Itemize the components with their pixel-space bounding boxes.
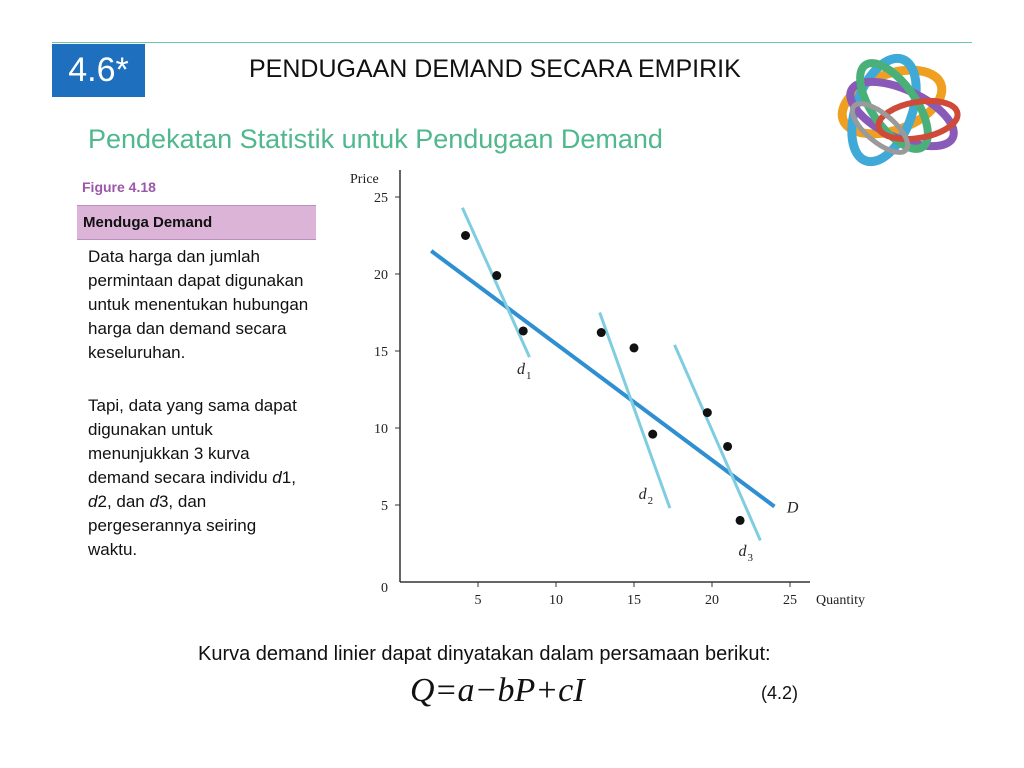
d2-number: 2: [97, 492, 107, 511]
line-label-sub-d3: 3: [747, 551, 754, 564]
separator-1: ,: [291, 468, 296, 487]
y-tick-label: 5: [381, 499, 388, 514]
slide-subtitle: Pendekatan Statistik untuk Pendugaan Demand: [88, 124, 663, 154]
data-point: [723, 442, 732, 451]
demand-line-D: [431, 251, 774, 507]
equation-intro: Kurva demand linier dapat dinyatakan dalam persamaan berikut:: [198, 643, 771, 665]
section-number: 4.6*: [68, 51, 129, 89]
line-label-d1: d: [517, 361, 525, 379]
x-axis-label: Quantity: [816, 593, 865, 608]
d3-number: 3: [158, 492, 169, 511]
y-tick-label: 0: [381, 581, 388, 596]
p2-text-before: Tapi, data yang sama dapat digunakan untuk menunjukkan 3 kurva demand secara individu: [88, 396, 297, 487]
y-axis-label: Price: [350, 172, 379, 187]
y-tick-label: 15: [374, 345, 388, 360]
data-point: [703, 408, 712, 417]
line-label-d2: d: [638, 485, 647, 503]
data-point: [648, 430, 657, 439]
description-paragraph-2: [88, 394, 310, 562]
y-tick-label: 10: [374, 422, 388, 437]
x-tick-label: 10: [549, 593, 563, 608]
x-tick-label: 15: [627, 593, 641, 608]
section-number-badge: [52, 44, 145, 97]
line-label-sub-d2: 2: [647, 494, 654, 507]
data-point: [736, 516, 745, 525]
demand-line-d2: [600, 313, 670, 509]
slide-title: PENDUGAAN DEMAND SECARA EMPIRIK: [249, 55, 741, 83]
separator-2: , dan: [106, 492, 150, 511]
d2-italic: d: [88, 492, 98, 511]
figure-caption: Menduga Demand: [83, 214, 213, 231]
d3-italic: d: [149, 492, 159, 511]
description-paragraph-1: Data harga dan jumlah permintaan dapat digunakan untuk menentukan hubungan harga dan demand secara keseluruhan.: [88, 247, 309, 362]
data-point: [492, 271, 501, 280]
line-label-d3: d: [738, 542, 747, 560]
y-tick-label: 25: [374, 191, 388, 206]
data-point: [461, 231, 470, 240]
x-tick-label: 5: [474, 593, 482, 608]
x-tick-label: 20: [705, 593, 719, 608]
d1-number: 1: [281, 468, 292, 487]
data-point: [519, 326, 528, 335]
x-tick-label: 25: [783, 593, 797, 608]
d1-italic: d: [272, 468, 282, 487]
demand-equation: Q=a−bP+cI: [410, 672, 585, 709]
y-tick-label: 20: [374, 268, 388, 283]
p2-text-after: , dan pergeserannya seiring waktu.: [88, 492, 257, 559]
data-point: [597, 328, 606, 337]
figure-label: Figure 4.18: [82, 179, 156, 195]
data-point: [630, 343, 639, 352]
interlocking-rings-icon: [822, 40, 972, 178]
line-label-D: D: [786, 499, 799, 517]
line-label-sub-d1: 1: [526, 370, 532, 383]
equation-number: (4.2): [761, 683, 799, 703]
figure-caption-box: [77, 205, 316, 240]
demand-chart: [340, 160, 895, 620]
